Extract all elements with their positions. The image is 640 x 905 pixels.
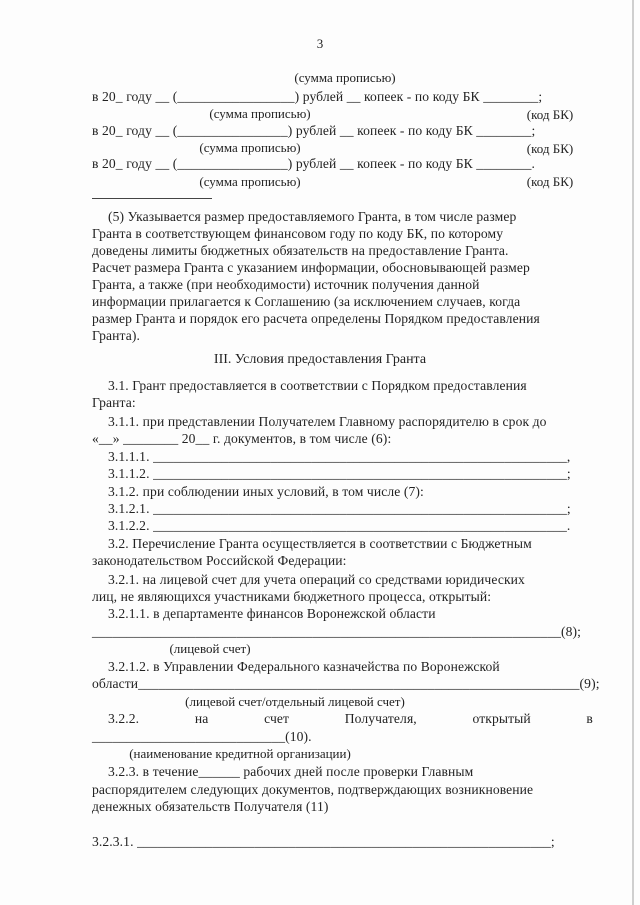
page-number: 3 — [316, 36, 324, 51]
item-3-1-1-2: 3.1.1.2. ____________________________________________________________; — [108, 466, 571, 481]
year-row-1: в 20_ году __ (_________________) рублей __ копеек - по коду БК ________; — [92, 89, 543, 104]
item-3-2-3-line: денежных обязательств Получателя (11) — [92, 799, 329, 814]
footnote-5-line: доведены лимиты бюджетных обязательств на предоставление Гранта. — [92, 243, 509, 258]
account-caption: (лицевой счет) — [169, 641, 251, 656]
sum-caption-3: (сумма прописью) — [199, 174, 301, 189]
sum-caption-top: (сумма прописью) — [294, 70, 396, 85]
item-3-2-1-1-line2: ____________________________________________________________________(8); — [92, 624, 582, 639]
item-3-2-2-word: счет — [264, 711, 290, 726]
code-caption-1: (код БК) — [526, 107, 574, 122]
footnote-separator — [92, 198, 212, 199]
section-3-2-line: 3.2. Перечисление Гранта осуществляется в соответствии с Бюджетным — [108, 536, 532, 551]
section-3-2-line: законодательством Российской Федерации: — [92, 553, 347, 568]
item-3-2-1-1-line1: 3.2.1.1. в департаменте финансов Воронежской области — [108, 606, 436, 621]
item-3-1-1-line: «__» ________ 20__ г. документов, в том числе (6): — [92, 431, 392, 446]
item-3-2-2-word: в — [586, 711, 593, 726]
item-3-2-2-line1 — [108, 711, 593, 727]
item-3-1-1-1: 3.1.1.1. ____________________________________________________________, — [108, 449, 571, 464]
footnote-5-line: Гранта, а также (при необходимости) источник получения данной — [92, 277, 480, 292]
footnote-5-line: Расчет размера Гранта с указанием информации, обосновывающей размер — [92, 260, 530, 275]
item-3-2-3-1: 3.2.3.1. ____________________________________________________________; — [92, 834, 555, 849]
sum-caption-2: (сумма прописью) — [199, 140, 301, 155]
footnote-5-line: информации прилагается к Соглашению (за исключением случаев, когда — [92, 294, 521, 309]
item-3-2-2-word: открытый — [472, 711, 531, 726]
year-row-3: в 20_ году __ (________________) рублей __ копеек - по коду БК ________. — [92, 156, 535, 171]
footnote-5-line: Гранта в соответствующем финансовом году по коду БК, по которому — [92, 226, 504, 241]
item-3-2-2-word: на — [194, 711, 209, 726]
footnote-5-line: Гранта). — [92, 328, 140, 343]
item-3-1-2-1: 3.1.2.1. ____________________________________________________________; — [108, 501, 571, 516]
footnote-5-line: (5) Указывается размер предоставляемого Гранта, в том числе размер — [108, 209, 517, 224]
bank-caption: (наименование кредитной организации) — [129, 746, 351, 761]
item-3-2-1-2-line1: 3.2.1.2. в Управлении Федерального казначейства по Воронежской — [108, 659, 500, 674]
item-3-2-1-line: лиц, не являющихся участниками бюджетного процесса, открытый: — [92, 589, 492, 604]
year-row-2: в 20_ году __ (________________) рублей __ копеек - по коду БК ________; — [92, 123, 536, 138]
footnote-5-line: размер Гранта и порядок его расчета определены Порядком предоставления — [92, 311, 540, 326]
code-caption-2: (код БК) — [526, 141, 574, 156]
section-3-1-line: 3.1. Грант предоставляется в соответствии с Порядком предоставления — [108, 378, 527, 393]
section-title: III. Условия предоставления Гранта — [213, 352, 427, 367]
item-3-2-1-line: 3.2.1. на лицевой счет для учета операций со средствами юридических — [108, 572, 525, 587]
item-3-1-1-line: 3.1.1. при представлении Получателем Главному распорядителю в срок до — [108, 414, 547, 429]
item-3-2-2-word: 3.2.2. — [108, 711, 140, 726]
item-3-2-1-2-line2: области________________________________________________________________(9); — [92, 676, 600, 691]
item-3-2-3-line: распорядителем следующих документов, подтверждающих возникновение — [92, 782, 534, 797]
account-separate-caption: (лицевой счет/отдельный лицевой счет) — [185, 694, 405, 709]
sum-caption-1: (сумма прописью) — [209, 106, 311, 121]
item-3-1-2-2: 3.1.2.2. ____________________________________________________________. — [108, 518, 571, 533]
scan-edge — [632, 0, 634, 905]
item-3-2-2-line2: ____________________________(10). — [92, 729, 312, 744]
item-3-2-2-word: Получателя, — [344, 711, 417, 726]
item-3-1-2: 3.1.2. при соблюдении иных условий, в том числе (7): — [108, 484, 424, 499]
section-3-1-line: Гранта: — [92, 395, 136, 410]
item-3-2-3-line: 3.2.3. в течение______ рабочих дней после проверки Главным — [108, 764, 474, 779]
code-caption-3: (код БК) — [526, 174, 574, 189]
